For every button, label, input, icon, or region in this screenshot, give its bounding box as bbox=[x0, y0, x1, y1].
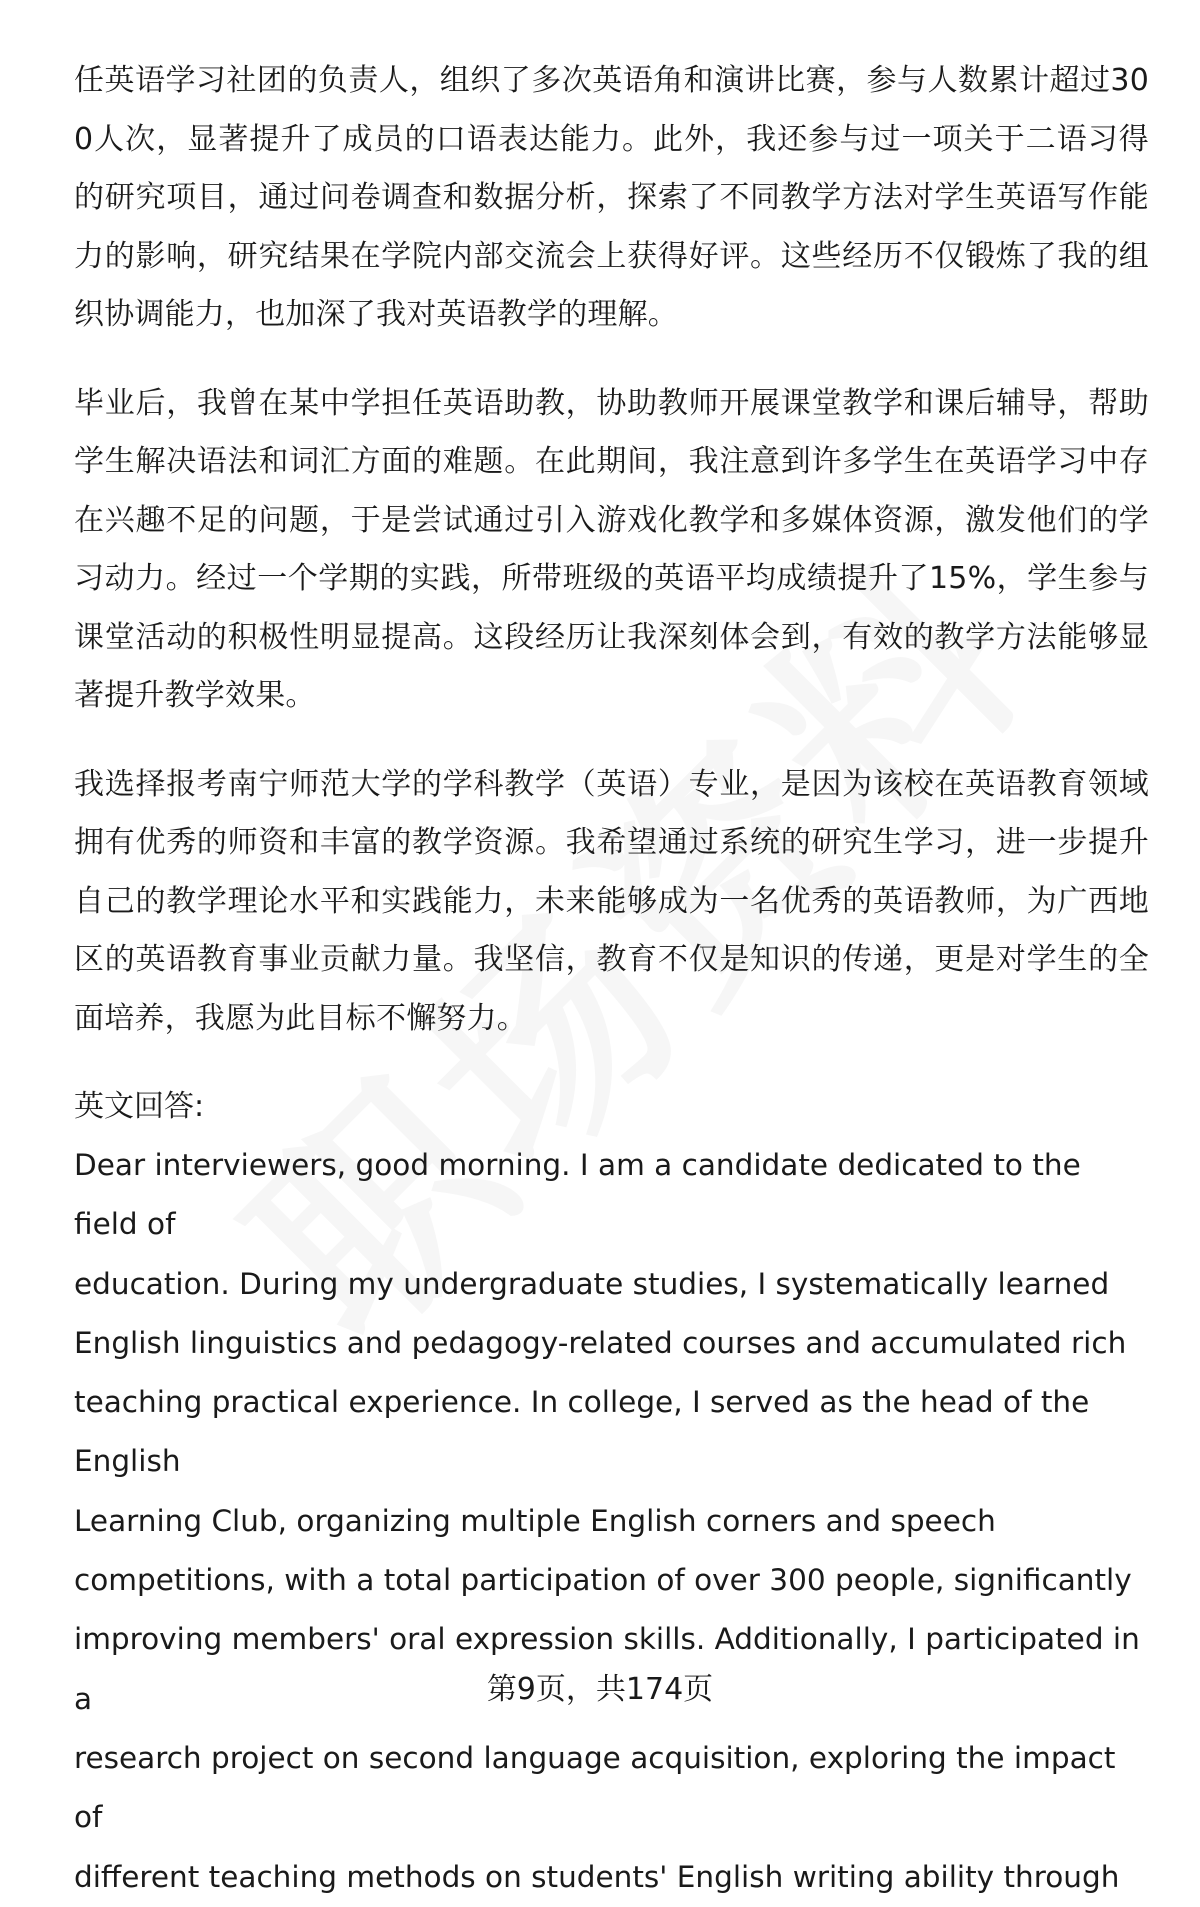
english-line: research project on second language acquisition, exploring the impact of bbox=[74, 1740, 1116, 1835]
english-line: Dear interviewers, good morning. I am a candidate dedicated to the field of bbox=[74, 1148, 1081, 1242]
english-line: Learning Club, organizing multiple English corners and speech bbox=[74, 1503, 996, 1538]
english-answer-label: 英文回答: bbox=[74, 1089, 205, 1124]
paragraph-1: 任英语学习社团的负责人，组织了多次英语角和演讲比赛，参与人数累计超过300人次，显著提升了成员的口语表达能力。此外，我还参与过一项关于二语习得的研究项目，通过问卷调查和数据分析，探索了不同教学方法对学生英语写作能力的影响，研究结果在学院内部交流会上获得好评。这些经历不仅锻炼了我的组织协调能力，也加深了我对英语教学的理解。 bbox=[74, 63, 1149, 332]
english-line: competitions, with a total participation of over 300 people, significantly bbox=[74, 1563, 1132, 1598]
paragraph-2: 毕业后，我曾在某中学担任英语助教，协助教师开展课堂教学和课后辅导，帮助学生解决语法和词汇方面的难题。在此期间，我注意到许多学生在英语学习中存在兴趣不足的问题，于是尝试通过引入游戏化教学和多媒体资源，激发他们的学习动力。经过一个学期的实践，所带班级的英语平均成绩提升了15%，学生参与课堂活动的积极性明显提高。这段经历让我深刻体会到，有效的教学方法能够显著提升教学效果。 bbox=[74, 385, 1149, 713]
english-line: education. During my undergraduate studies, I systematically learned bbox=[74, 1266, 1110, 1301]
page-footer: 第9页，共174页 bbox=[486, 1672, 714, 1707]
english-line: English linguistics and pedagogy-related courses and accumulated rich bbox=[74, 1325, 1127, 1360]
document-body bbox=[74, 52, 1149, 1907]
english-line: different teaching methods on students' English writing ability through bbox=[74, 1859, 1120, 1894]
english-line: teaching practical experience. In college, I served as the head of the English bbox=[74, 1385, 1090, 1479]
paragraph-3: 我选择报考南宁师范大学的学科教学（英语）专业，是因为该校在英语教育领域拥有优秀的师资和丰富的教学资源。我希望通过系统的研究生学习，进一步提升自己的教学理论水平和实践能力，未来能够成为一名优秀的英语教师，为广西地区的英语教育事业贡献力量。我坚信，教育不仅是知识的传递，更是对学生的全面培养，我愿为此目标不懈努力。 bbox=[74, 766, 1149, 1036]
english-line: improving members' oral expression skills. Additionally, I participated in a bbox=[74, 1622, 1140, 1716]
english-answer-text bbox=[74, 1136, 1149, 1907]
